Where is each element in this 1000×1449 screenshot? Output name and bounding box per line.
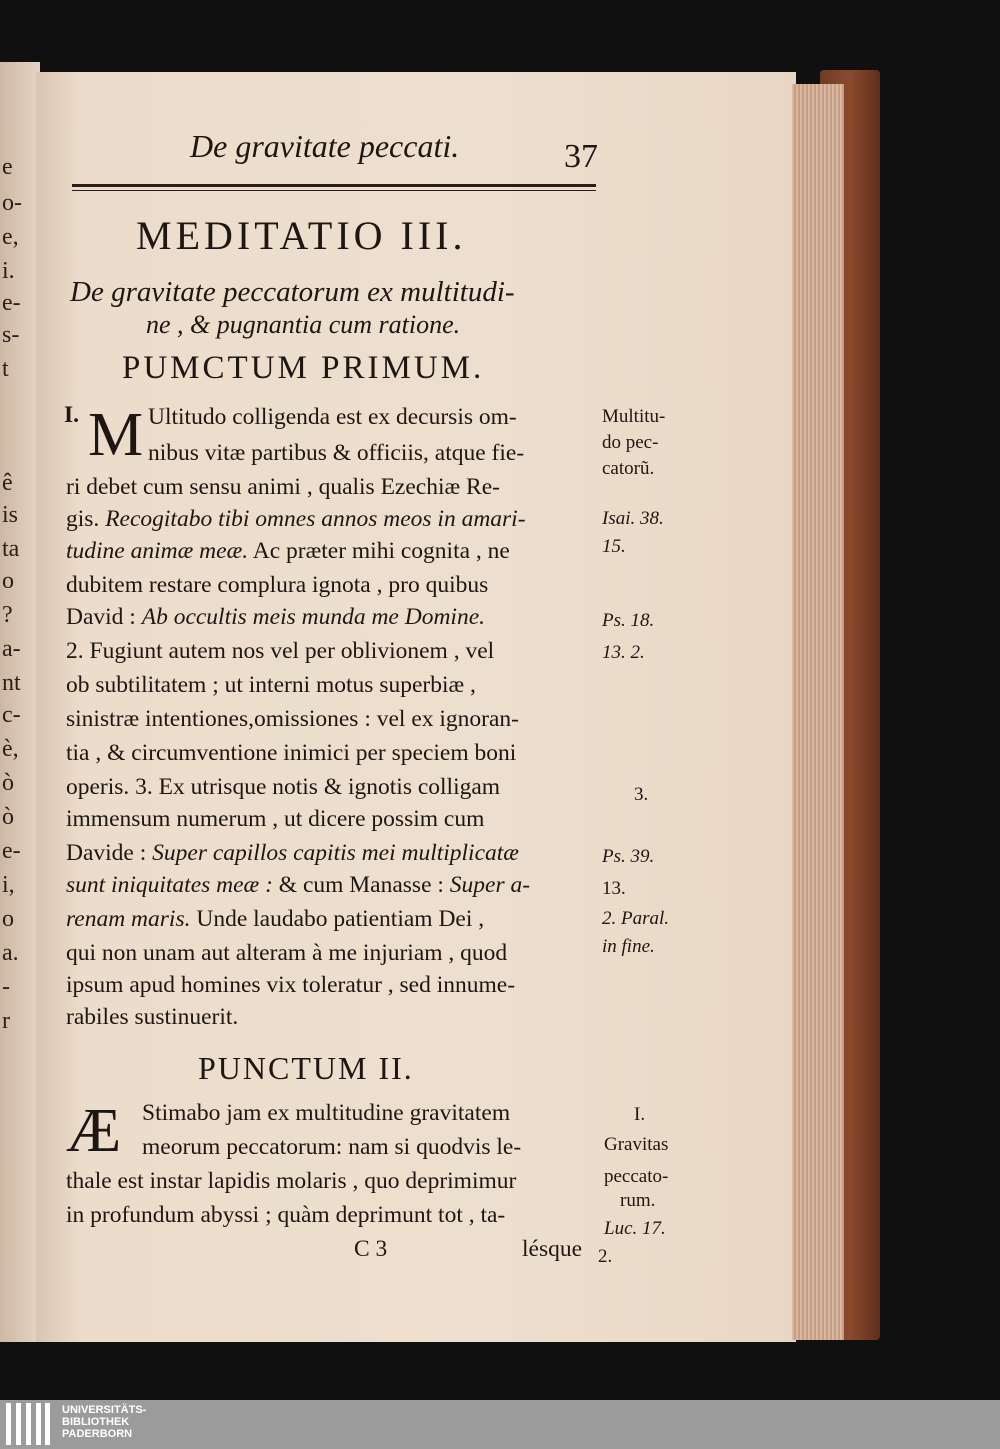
margin-note: in fine. <box>602 936 655 957</box>
facing-page-edge <box>0 62 40 1342</box>
text-line: operis. 3. Ex utrisque notis & ignotis colligam <box>66 774 501 800</box>
running-head: De gravitate peccati. <box>190 128 460 164</box>
margin-note: Multitu- <box>602 406 666 427</box>
text-line: 2. Fugiunt autem nos vel per oblivionem , vel <box>66 638 495 664</box>
left-fragment: s- <box>2 322 20 348</box>
text-line: sunt iniquitates meæ : & cum Manasse : Super a- <box>66 872 531 898</box>
margin-note: 13. <box>602 878 626 899</box>
paragraph-number: I. <box>64 402 80 428</box>
margin-note: 2. <box>598 1246 613 1267</box>
left-fragment: e, <box>2 224 19 250</box>
left-fragment: i, <box>2 872 15 898</box>
text-line: rabiles sustinuerit. <box>66 1004 239 1030</box>
text-line: gis. Recogitabo tibi omnes annos meos in amari- <box>66 506 526 532</box>
margin-note: 3. <box>634 784 649 805</box>
margin-note: do pec- <box>602 432 659 453</box>
drop-capital: M <box>88 401 144 469</box>
left-fragment: - <box>2 974 10 1000</box>
left-fragment: ê <box>2 470 13 496</box>
catchword: lésque <box>522 1236 583 1262</box>
signature-mark: C 3 <box>354 1236 388 1262</box>
margin-note: Luc. 17. <box>604 1218 666 1239</box>
margin-note: Isai. 38. <box>602 508 664 529</box>
margin-note: 13. 2. <box>602 642 645 663</box>
library-name: UNIVERSITÄTS- BIBLIOTHEK PADERBORN <box>62 1404 147 1440</box>
left-fragment: ? <box>2 602 13 628</box>
left-fragment: o- <box>2 190 22 216</box>
margin-note: 2. Paral. <box>602 908 670 929</box>
text-line: sinistræ intentiones,omissiones : vel ex ignoran- <box>66 706 519 732</box>
text-line: dubitem restare complura ignota , pro quibus <box>66 572 489 598</box>
text-line: tudine animæ meæ. Ac præter mihi cognita , ne <box>66 538 510 564</box>
drop-capital: Æ <box>66 1097 122 1165</box>
margin-note: rum. <box>620 1190 656 1211</box>
text-line: renam maris. Unde laudabo patientiam Dei , <box>66 906 485 932</box>
meditation-title: MEDITATIO III. <box>136 213 467 258</box>
left-fragment: c- <box>2 702 21 728</box>
left-fragment: nt <box>2 670 21 696</box>
left-fragment: è, <box>2 736 19 762</box>
left-fragment: a- <box>2 636 21 662</box>
margin-note: Ps. 18. <box>602 610 655 631</box>
left-fragment: i. <box>2 258 15 284</box>
left-fragment: ò <box>2 804 14 830</box>
margin-note: peccato- <box>604 1166 669 1187</box>
text-line: meorum peccatorum: nam si quodvis le- <box>142 1134 522 1160</box>
text-line: ri debet cum sensu animi , qualis Ezechiæ Re- <box>66 474 500 500</box>
left-fragment: e- <box>2 838 21 864</box>
left-fragment: e <box>2 154 13 180</box>
margin-note: catorũ. <box>602 458 655 479</box>
header-rule <box>72 184 596 187</box>
left-fragment: e- <box>2 290 21 316</box>
text-line: David : Ab occultis meis munda me Domine. <box>66 604 486 630</box>
subtitle-line: ne , & pugnantia cum ratione. <box>146 310 461 339</box>
page-number: 37 <box>564 138 598 175</box>
text-line: ipsum apud homines vix toleratur , sed innume- <box>66 972 516 998</box>
text-line: thale est instar lapidis molaris , quo deprimimur <box>66 1168 517 1194</box>
section-heading: PUMCTUM PRIMUM. <box>122 350 485 386</box>
left-fragment: is <box>2 502 19 528</box>
text-line: ob subtilitatem ; ut interni motus superbiæ , <box>66 672 476 698</box>
text-line: immensum numerum , ut dicere possim cum <box>66 806 485 832</box>
library-logo-icon <box>6 1403 50 1445</box>
left-fragment: o <box>2 906 14 932</box>
left-fragment: ta <box>2 536 20 562</box>
header-rule-thin <box>72 190 596 191</box>
subtitle-line: De gravitate peccatorum ex multitudi- <box>70 276 515 308</box>
text-line: nibus vitæ partibus & officiis, atque fie- <box>148 440 525 466</box>
text-line: qui non unam aut alteram à me injuriam , quod <box>66 940 508 966</box>
text-line: Ultitudo colligenda est ex decursis om- <box>148 404 517 430</box>
margin-note: Gravitas <box>604 1134 669 1155</box>
margin-note: 15. <box>602 536 626 557</box>
text-line: Davide : Super capillos capitis mei multiplicatæ <box>66 840 519 866</box>
left-fragment: t <box>2 356 9 382</box>
left-fragment: o <box>2 568 14 594</box>
text-line: tia , & circumventione inimici per speciem boni <box>66 740 517 766</box>
text-line: Stimabo jam ex multitudine gravitatem <box>142 1100 511 1126</box>
text-line: in profundum abyssi ; quàm deprimunt tot , ta- <box>66 1202 506 1228</box>
page-block-edge <box>792 84 844 1340</box>
margin-note: Ps. 39. <box>602 846 655 867</box>
library-footer-bar <box>0 1400 1000 1449</box>
section-heading: PUNCTUM II. <box>198 1050 414 1086</box>
left-fragment: a. <box>2 940 19 966</box>
left-fragment: r <box>2 1008 10 1034</box>
left-fragment: ò <box>2 770 14 796</box>
margin-note: I. <box>634 1104 646 1125</box>
